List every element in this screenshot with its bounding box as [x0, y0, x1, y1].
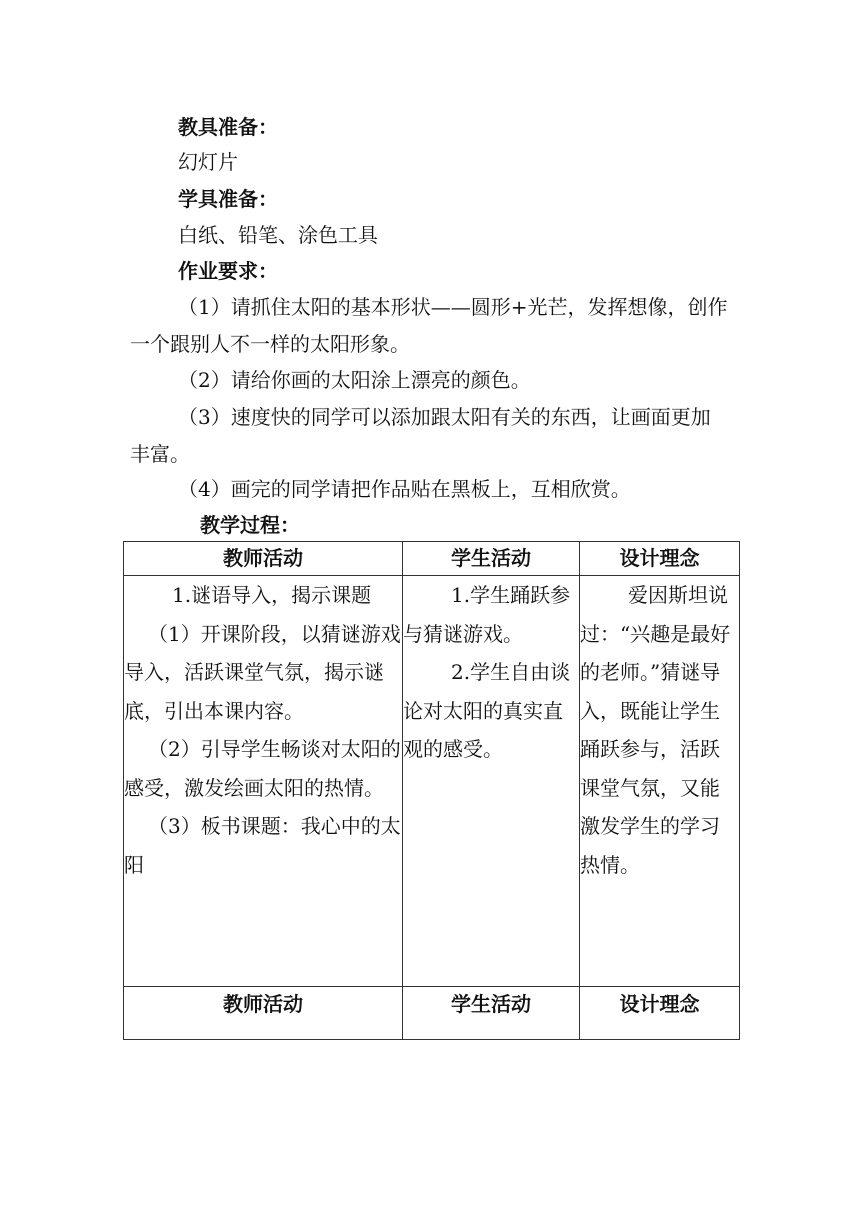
- footer-header-student-activity: 学生活动: [403, 987, 580, 1040]
- table-row: [124, 576, 740, 987]
- homework-item-3: （3）速度快的同学可以添加跟太阳有关的东西，让画面更加丰富。: [130, 405, 711, 466]
- process-heading: 教学过程：: [200, 513, 300, 537]
- teacher-step-title: 1.谜语导入，揭示课题: [172, 583, 372, 607]
- homework-item-1: （1）请抓住太阳的基本形状——圆形+光芒，发挥想像，创作一个跟别人不一样的太阳形象。: [130, 295, 728, 356]
- tools-heading: 教具准备：: [178, 115, 278, 139]
- teacher-step-2: （2）引导学生畅谈对太阳的感受，激发绘画太阳的热情。: [124, 737, 401, 800]
- rationale-text: 爱因斯坦说过：“兴趣是最好的老师。”猜谜导入，既能让学生踊跃参与，活跃课堂气氛，又能激发学生的学习热情。: [580, 583, 731, 877]
- footer-header-design-rationale: 设计理念: [580, 987, 740, 1040]
- table-header-row: [124, 542, 740, 576]
- teacher-step-3: （3）板书课题：我心中的太阳: [124, 814, 401, 877]
- header-teacher-activity: 教师活动: [124, 542, 403, 576]
- homework-item-2: （2）请给你画的太阳涂上漂亮的颜色。: [178, 368, 531, 392]
- header-design-rationale: 设计理念: [580, 542, 740, 576]
- table-footer-header-row: [124, 987, 740, 1040]
- teacher-activity-cell: [124, 576, 403, 987]
- teacher-step-1: （1）开课阶段，以猜谜游戏导入，活跃课堂气氛，揭示谜底，引出本课内容。: [124, 621, 401, 723]
- student-tools-value: 白纸、铅笔、涂色工具: [178, 223, 378, 247]
- student-activity-cell: [403, 576, 580, 987]
- teaching-process-table: [123, 541, 740, 1040]
- header-student-activity: 学生活动: [403, 542, 580, 576]
- homework-item-4: （4）画完的同学请把作品贴在黑板上，互相欣赏。: [178, 477, 631, 501]
- footer-header-teacher-activity: 教师活动: [124, 987, 403, 1040]
- design-rationale-cell: [580, 576, 740, 987]
- student-tools-heading: 学具准备：: [178, 187, 278, 211]
- student-step-2: 2.学生自由谈论对太阳的真实直观的感受。: [403, 660, 571, 761]
- tools-value: 幻灯片: [178, 150, 238, 174]
- student-step-1: 1.学生踊跃参与猜谜游戏。: [403, 583, 571, 646]
- homework-heading: 作业要求：: [178, 259, 278, 283]
